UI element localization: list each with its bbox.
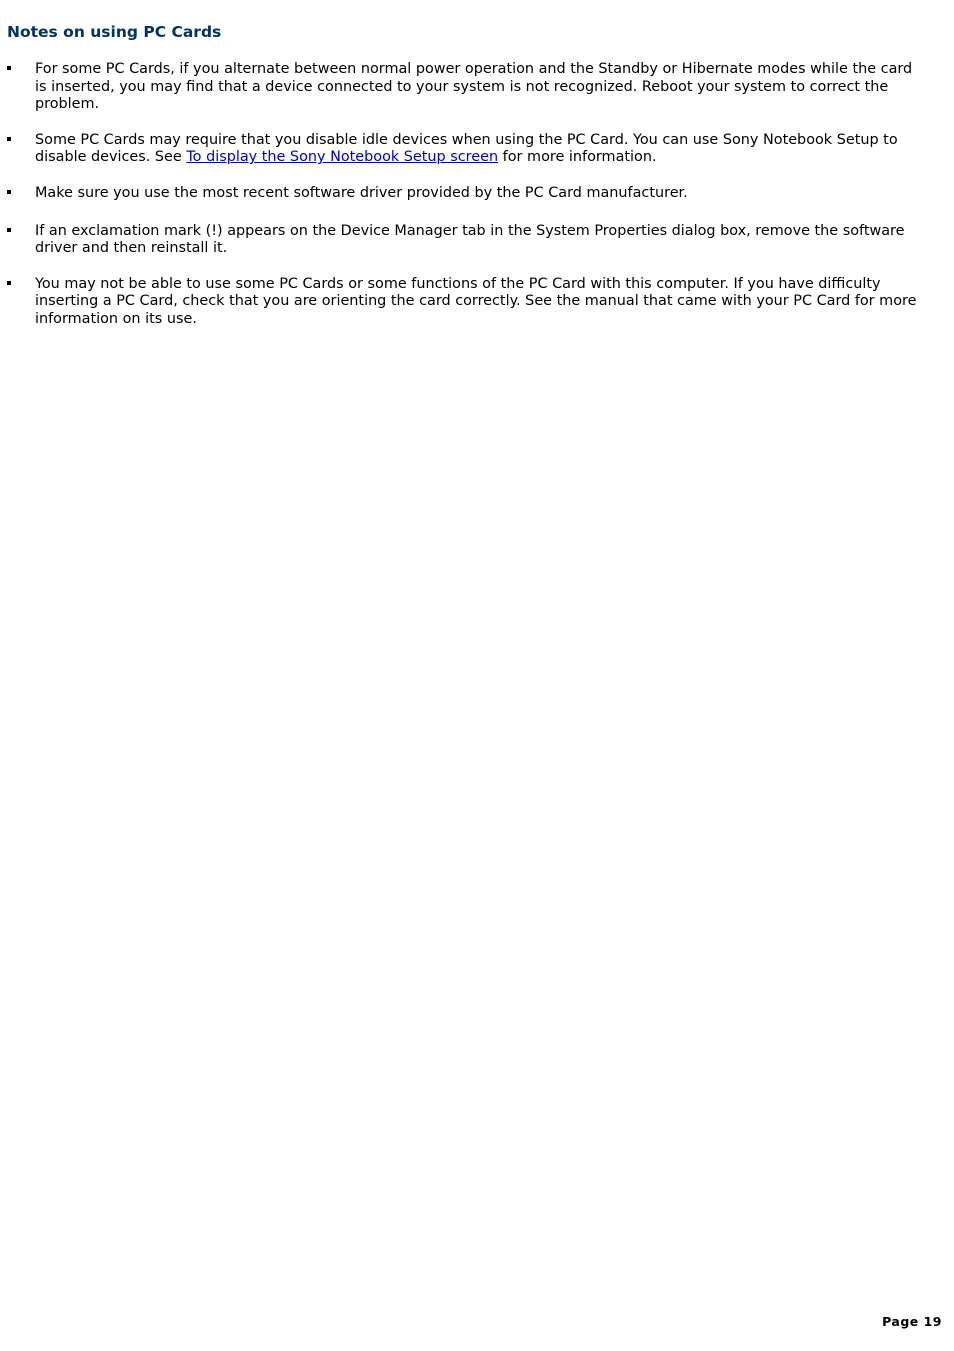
note-item-power-modes xyxy=(0,61,954,114)
note-text: You may not be able to use some PC Cards or some functions of the PC Card with this computer. If you have difficulty inserting a PC Card, check that you are orienting the card correctly. See the manual that came with your PC Card for more information on its use. xyxy=(35,275,917,327)
note-text: If an exclamation mark (!) appears on the Device Manager tab in the System Properties dialog box, remove the software driver and then reinstall it. xyxy=(35,222,905,257)
note-item-compatibility xyxy=(0,276,954,329)
notes-list xyxy=(0,61,954,347)
note-text: Make sure you use the most recent software driver provided by the PC Card manufacturer. xyxy=(35,184,688,201)
note-text: For some PC Cards, if you alternate between normal power operation and the Standby or Hibernate modes while the card is inserted, you may find that a device connected to your system is not recognized. Reboot your system to correct the problem. xyxy=(35,61,913,113)
square-bullet-icon xyxy=(7,228,11,232)
square-bullet-icon xyxy=(7,137,11,141)
note-item-exclamation-mark xyxy=(0,223,954,258)
note-text-before-link: Some PC Cards may require that you disable idle devices when using the PC Card. You can use Sony Notebook Setup to disable devices. See xyxy=(35,131,898,166)
note-text-after-link: for more information. xyxy=(498,149,657,166)
square-bullet-icon xyxy=(7,66,11,70)
sony-notebook-setup-link[interactable]: To display the Sony Notebook Setup screen xyxy=(186,149,499,166)
square-bullet-icon xyxy=(7,281,11,285)
note-item-software-driver xyxy=(0,185,954,203)
note-item-idle-devices xyxy=(0,132,954,167)
page-number: Page 19 xyxy=(882,1314,942,1329)
page-title: Notes on using PC Cards xyxy=(7,23,222,41)
square-bullet-icon xyxy=(7,190,11,194)
